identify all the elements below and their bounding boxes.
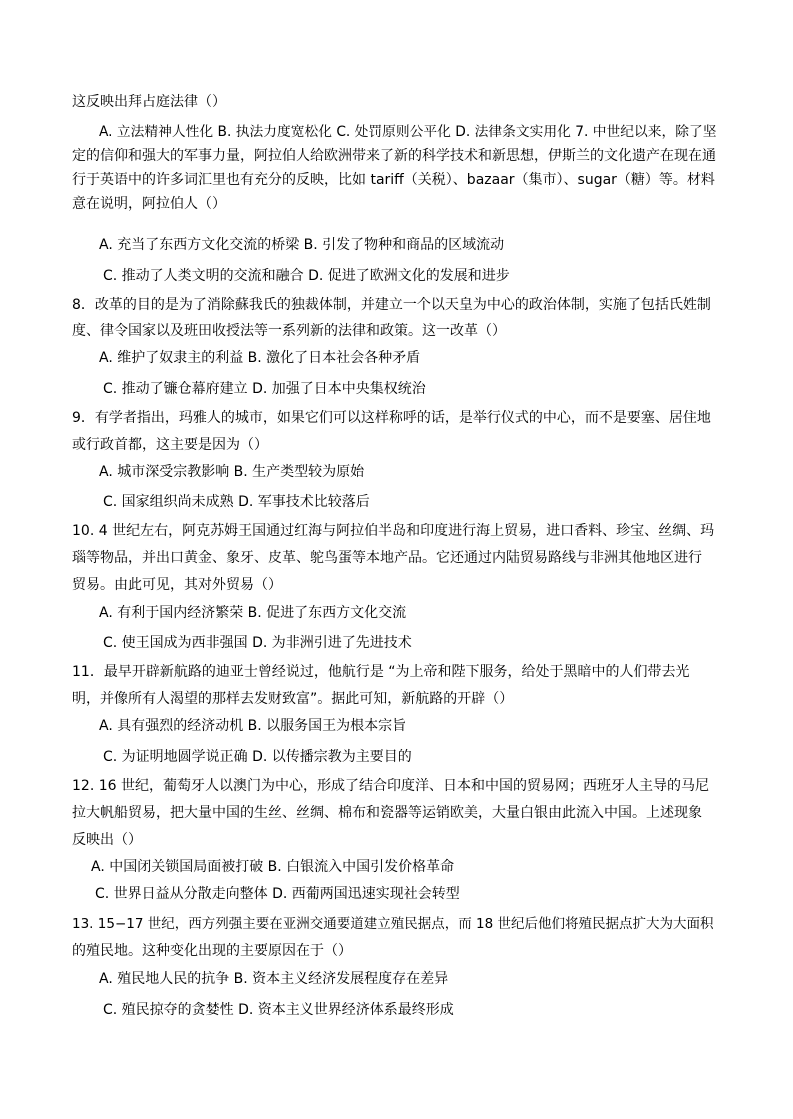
- text-line: A. 城市深受宗教影响 B. 生产类型较为原始: [99, 464, 365, 480]
- text-line: 反映出（）: [72, 832, 142, 848]
- text-line: 意在说明，阿拉伯人（）: [72, 196, 226, 212]
- text-line: A. 具有强烈的经济动机 B. 以服务国王为根本宗旨: [99, 718, 407, 734]
- text-line: C. 推动了镰仓幕府建立 D. 加强了日本中央集权统治: [103, 381, 426, 397]
- text-line: 12. 16 世纪，葡萄牙人以澳门为中心，形成了结合印度洋、日本和中国的贸易网；西班牙人主导的马尼: [72, 778, 709, 794]
- text-line: 9．有学者指出，玛雅人的城市，如果它们可以这样称呼的话，是举行仪式的中心，而不是要塞、居住地: [72, 410, 711, 426]
- text-line: C. 推动了人类文明的交流和融合 D. 促进了欧洲文化的发展和进步: [103, 268, 510, 284]
- text-line: C. 使王国成为西非强国 D. 为非洲引进了先进技术: [103, 635, 412, 651]
- text-line: 8．改革的目的是为了消除蘇我氏的独裁体制，并建立一个以天皇为中心的政治体制，实施了包括氏姓制: [72, 297, 711, 313]
- text-line: 明，并像所有人渴望的那样去发财致富”。据此可知，新航路的开辟（）: [72, 691, 514, 707]
- text-line: C. 殖民掠夺的贪婪性 D. 资本主义世界经济体系最终形成: [103, 1002, 454, 1018]
- text-line: A. 充当了东西方文化交流的桥梁 B. 引发了物种和商品的区域流动: [99, 237, 505, 253]
- text-line: C. 世界日益从分散走向整体 D. 西葡两国迅速实现社会转型: [95, 886, 460, 902]
- text-line: 行于英语中的许多词汇里也有充分的反映，比如 tariff（关税）、bazaar（集市）、sugar（糖）等。材料: [72, 172, 715, 188]
- text-line: 11．最早开辟新航路的迪亚士曾经说过，他航行是 “为上帝和陛下服务，给处于黑暗中的人们带去光: [72, 664, 690, 680]
- text-line: 10. 4 世纪左右，阿克苏姆王国通过红海与阿拉伯半岛和印度进行海上贸易，进口香料、珍宝、丝绸、玛: [72, 523, 715, 539]
- text-line: 度、律令国家以及班田收授法等一系列新的法律和政策。这一改革（）: [72, 323, 506, 339]
- text-line: 13. 15−17 世纪，西方列强主要在亚洲交通要道建立殖民据点，而 18 世纪后他们将殖民据点扩大为大面积: [72, 916, 714, 932]
- text-line: A. 立法精神人性化 B. 执法力度宽松化 C. 处罚原则公平化 D. 法律条文实用化 7. 中世纪以来，除了坚: [99, 124, 717, 140]
- text-line: C. 国家组织尚未成熟 D. 军事技术比较落后: [103, 494, 370, 510]
- text-line: 这反映出拜占庭法律（）: [72, 94, 226, 110]
- text-line: A. 有利于国内经济繁荣 B. 促进了东西方文化交流: [99, 605, 407, 621]
- text-line: A. 维护了奴隶主的利益 B. 激化了日本社会各种矛盾: [99, 350, 421, 366]
- text-line: 贸易。由此可见，其对外贸易（）: [72, 577, 282, 593]
- text-line: 定的信仰和强大的军事力量，阿拉伯人给欧洲带来了新的科学技术和新思想，伊斯兰的文化遗产在现在通: [72, 148, 716, 164]
- text-line: 或行政首都，这主要是因为（）: [72, 437, 268, 453]
- text-line: C. 为证明地圆学说正确 D. 以传播宗教为主要目的: [103, 749, 412, 765]
- text-line: 的殖民地。这种变化出现的主要原因在于（）: [72, 943, 352, 959]
- text-line: 瑙等物品，并出口黄金、象牙、皮革、鸵鸟蛋等本地产品。它还通过内陆贸易路线与非洲其他地区进行: [72, 550, 702, 566]
- text-line: 拉大帆船贸易，把大量中国的生丝、丝绸、棉布和瓷器等运销欧美，大量白银由此流入中国。上述现象: [72, 805, 702, 821]
- text-line: A. 中国闭关锁国局面被打破 B. 白银流入中国引发价格革命: [91, 859, 455, 875]
- text-line: A. 殖民地人民的抗争 B. 资本主义经济发展程度存在差异: [99, 971, 449, 987]
